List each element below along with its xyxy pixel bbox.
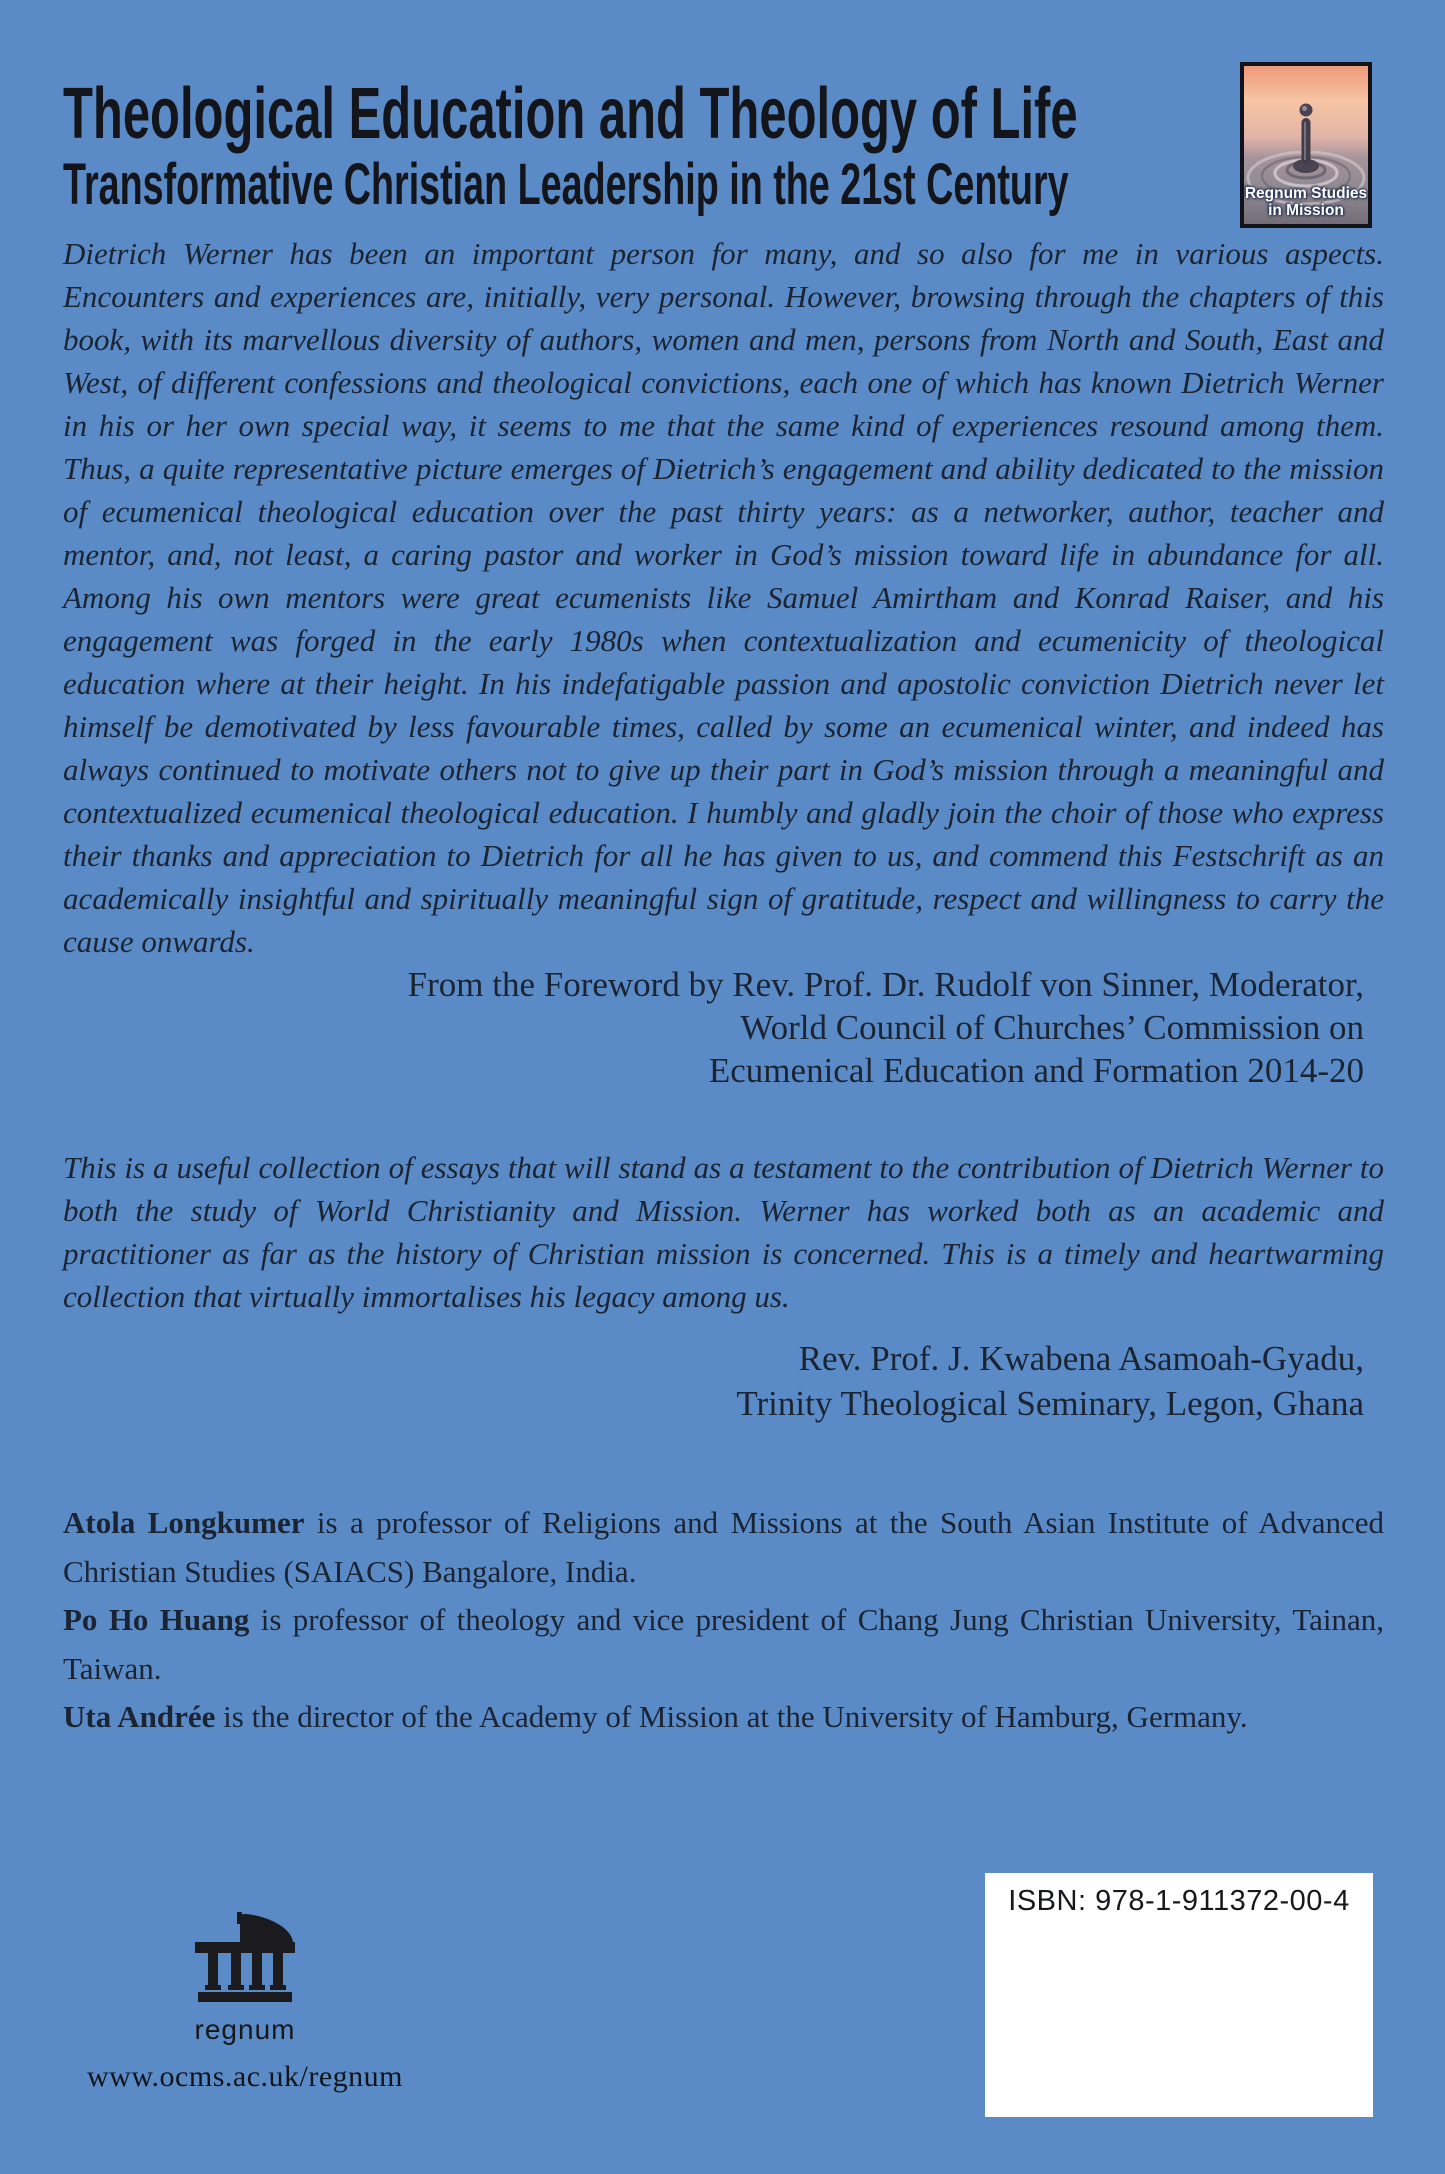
- series-badge-text: [1244, 185, 1368, 219]
- series-badge-line: Regnum Studies: [1244, 185, 1368, 202]
- cover-content: [63, 0, 1384, 1742]
- isbn-box: [985, 1873, 1373, 2117]
- editor-bio-text: is professor of theology and vice president of Chang Jung Christian University, Tainan, Taiwan.: [63, 1602, 1384, 1686]
- editor-bio: [63, 1693, 1384, 1742]
- editor-bios: [63, 1499, 1384, 1742]
- endorsement-attribution-line: Rev. Prof. J. Kwabena Asamoah-Gyadu,: [798, 1339, 1364, 1378]
- series-badge-line: in Mission: [1268, 202, 1344, 219]
- editor-bio: [63, 1596, 1384, 1693]
- regnum-building-icon: [192, 1912, 298, 2010]
- editor-bio: [63, 1499, 1384, 1596]
- editor-name: Po Ho Huang: [63, 1602, 250, 1637]
- series-badge: [1240, 62, 1372, 228]
- endorsement-quote: This is a useful collection of essays that will stand as a testament to the contribution of Dietrich Werner to both the study of World Christianity and Mission. Werner has worked both as an academic and practitioner as far as the history of Christian mission is concerned. This is a timely and heartwarming collection that virtually immortalises his legacy among us.: [63, 1150, 1384, 1314]
- isbn-label: ISBN: 978-1-911372-00-4: [1008, 1885, 1350, 1917]
- regnum-logo-text: regnum: [194, 2014, 296, 2045]
- editor-name: Uta Andrée: [63, 1699, 216, 1734]
- foreword-attribution-line: World Council of Churches’ Commission on: [740, 1008, 1364, 1047]
- editor-name: Atola Longkumer: [63, 1505, 305, 1540]
- editor-bio-text: is the director of the Academy of Mission at the University of Hamburg, Germany.: [215, 1699, 1248, 1734]
- book-subtitle: Transformative Christian Leadership in the 21st Century: [63, 152, 1069, 217]
- endorsement-attribution: [63, 1336, 1384, 1426]
- foreword-quote: Dietrich Werner has been an important person for many, and so also for me in various aspects. Encounters and experiences are, initially, very personal. However, browsing through the chapters of this book, with its marvellous diversity of authors, women and men, persons from North and South, East and West, of different confessions and theological convictions, each one of which has known Dietrich Werner in his or her own special way, it seems to me that the same kind of experiences resound among them. Thus, a quite representative picture emerges of Dietrich’s engagement and ability dedicated to the mission of ecumenical theological education over the past thirty years: as a networker, author, teacher and mentor, and, not least, a caring pastor and worker in God’s mission toward life in abundance for all. Among his own mentors were great ecumenists like Samuel Amirtham and Konrad Raiser, and his engagement was forged in the early 1980s when contextualization and ecumenicity of theological education where at their height. In his indefatigable passion and apostolic conviction Dietrich never let himself be demotivated by less favourable times, called by some an ecumenical winter, and indeed has always continued to motivate others not to give up their part in God’s mission through a meaningful and contextualized ecumenical theological education. I humbly and gladly join the choir of those who express their thanks and appreciation to Dietrich for all he has given to us, and commend this Festschrift as an academically insightful and spiritually meaningful sign of gratitude, respect and willingness to carry the cause onwards.: [63, 236, 1384, 959]
- foreword-attribution-line: Ecumenical Education and Formation 2014-20: [708, 1051, 1364, 1090]
- endorsement-attribution-line: Trinity Theological Seminary, Legon, Ghana: [736, 1384, 1364, 1423]
- editor-bio-text: is a professor of Religions and Missions at the South Asian Institute of Advanced Christian Studies (SAIACS) Bangalore, India.: [63, 1505, 1384, 1589]
- book-title: Theological Education and Theology of Life: [63, 74, 1078, 154]
- foreword-attribution-line: From the Foreword by Rev. Prof. Dr. Rudolf von Sinner, Moderator,: [407, 965, 1364, 1004]
- publisher-block: [80, 1912, 410, 2093]
- publisher-website: www.ocms.ac.uk/regnum: [87, 2060, 403, 2093]
- foreword-attribution: [63, 963, 1384, 1092]
